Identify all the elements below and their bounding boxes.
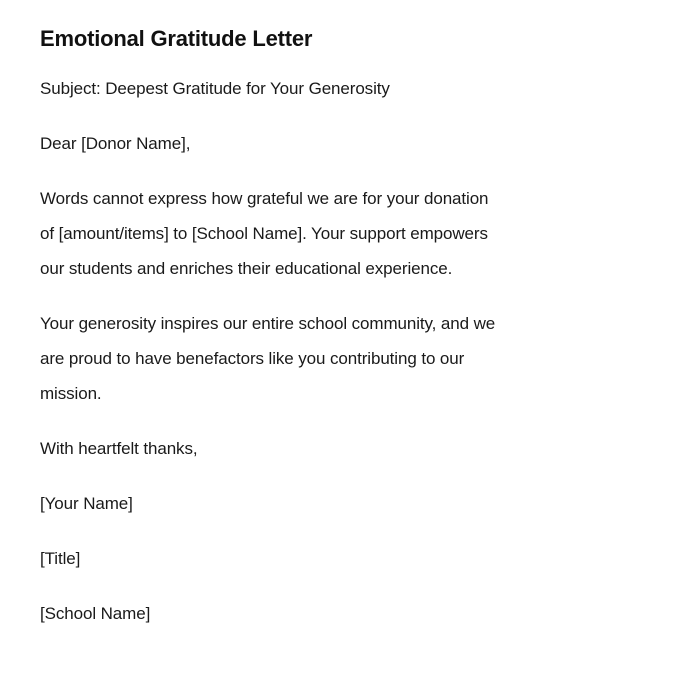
text-line: Dear [Donor Name],: [40, 134, 191, 153]
text-line: [Title]: [40, 549, 81, 568]
text-line: are proud to have benefactors like you contributing to our: [40, 349, 465, 368]
text-line: With heartfelt thanks,: [40, 439, 198, 458]
salutation: [40, 126, 640, 161]
text-line: [School Name]: [40, 604, 151, 623]
text-line: our students and enriches their educational experience.: [40, 259, 453, 278]
text-line: Your generosity inspires our entire school community, and we: [40, 314, 496, 333]
signature-title: [40, 541, 640, 576]
closing: [40, 431, 640, 466]
signature-school: [40, 596, 640, 631]
page-title: Emotional Gratitude Letter: [40, 26, 313, 51]
body-paragraph-2: [40, 306, 640, 411]
subject-line: [40, 71, 640, 106]
text-line: of [amount/items] to [School Name]. Your support empowers: [40, 224, 488, 243]
text-line: Subject: Deepest Gratitude for Your Generosity: [40, 79, 390, 98]
body-paragraph-1: [40, 181, 640, 286]
signature-name: [40, 486, 640, 521]
text-line: [Your Name]: [40, 494, 133, 513]
text-line: Words cannot express how grateful we are for your donation: [40, 189, 489, 208]
text-line: mission.: [40, 384, 102, 403]
